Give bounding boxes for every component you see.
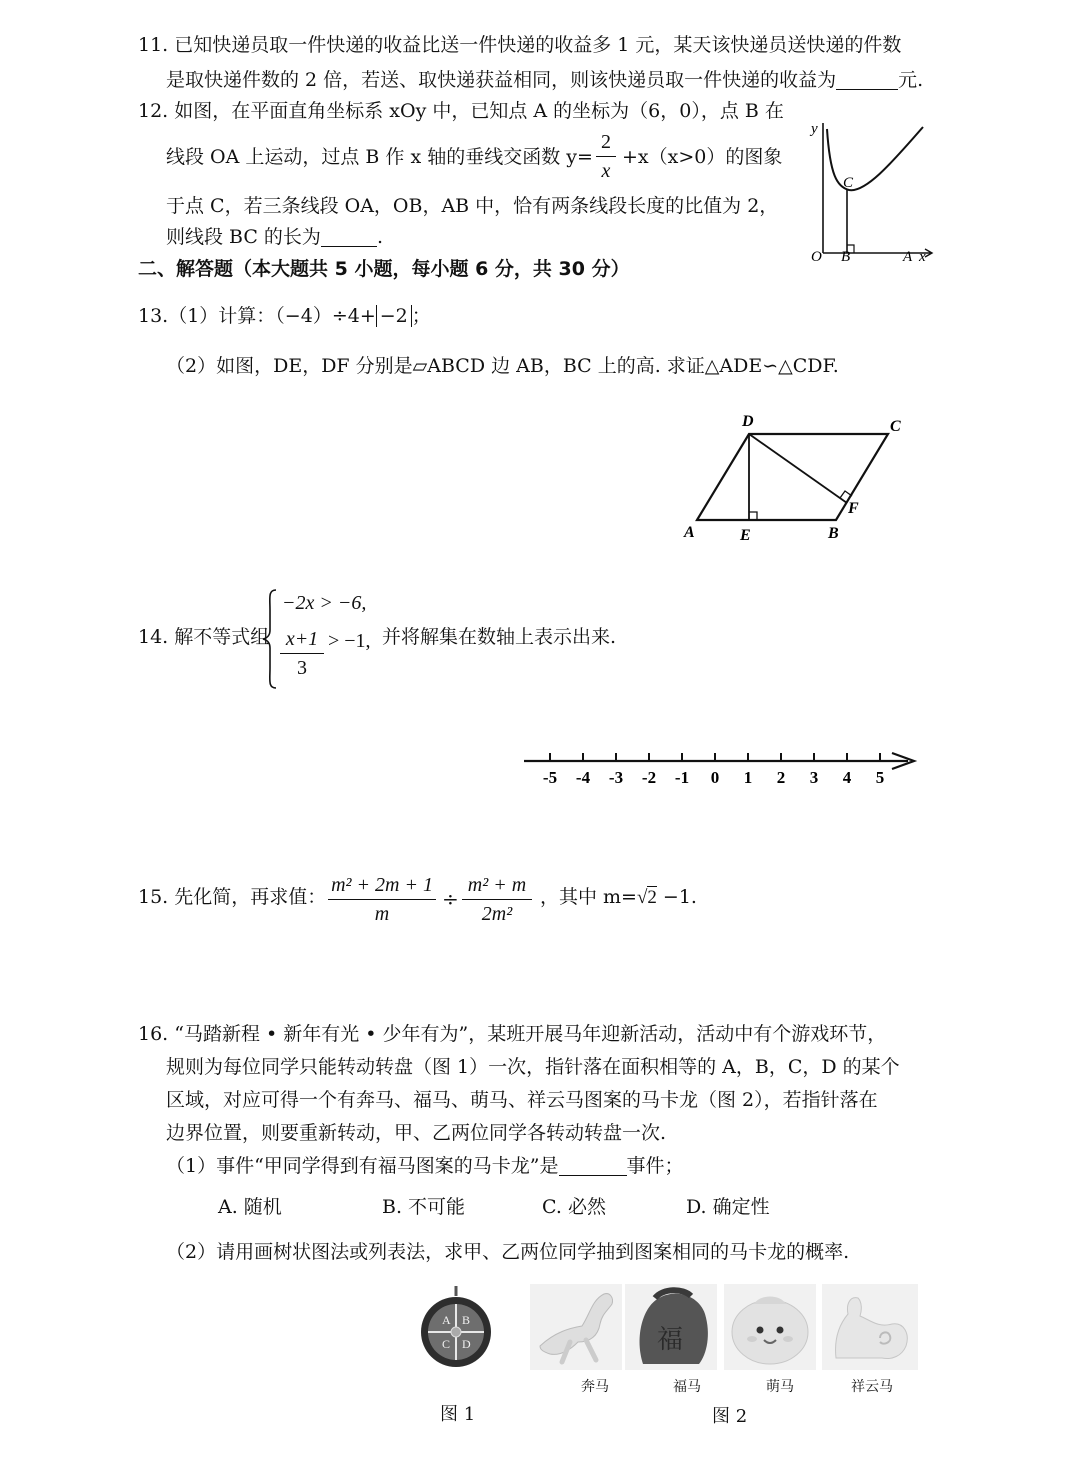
number-line-label: 4 <box>842 768 852 787</box>
caption-cloud-horse: 祥云马 <box>851 1379 893 1395</box>
option-c[interactable]: C. 必然 <box>542 1196 606 1218</box>
q12-answer-blank[interactable] <box>321 230 377 247</box>
number-line-label: 1 <box>743 768 753 787</box>
fu-character: 福 <box>657 1325 684 1354</box>
number-line-label: 0 <box>710 768 720 787</box>
q16-sub2: （2）请用画树状图法或列表法，求甲、乙两位同学抽到图案相同的马卡龙的概率. <box>166 1241 850 1263</box>
number-line-label: 3 <box>809 768 819 787</box>
parallelogram-abcd <box>697 434 888 520</box>
q12-line2b: +x（x>0）的图象 <box>622 146 783 168</box>
macaron-cute-horse <box>724 1284 816 1370</box>
label-d: D <box>742 413 754 430</box>
fraction-bar <box>596 156 616 157</box>
label-c: C <box>843 175 854 191</box>
caption-lucky-horse: 福马 <box>673 1379 701 1395</box>
q16-line4: 边界位置，则要重新转动，甲、乙两位同学各转动转盘一次. <box>166 1122 667 1144</box>
fraction-bar <box>280 653 324 654</box>
q14-frac-num: x+1 <box>285 628 319 650</box>
number-line-label: -1 <box>674 768 690 787</box>
number-line-label: -2 <box>641 768 657 787</box>
q15-num1: m² + 2m + 1 <box>331 874 433 896</box>
q15-tail-b: −1. <box>662 886 697 908</box>
q13-part1-end: ； <box>411 305 431 327</box>
q15-den1: m <box>374 903 390 925</box>
option-d[interactable]: D. 确定性 <box>686 1196 770 1218</box>
fraction-bar <box>462 899 532 900</box>
q15-fraction2 <box>462 873 532 926</box>
label-b: B <box>841 249 851 265</box>
q12-fraction <box>596 130 616 183</box>
q16-line3: 区域，对应可得一个有奔马、福马、萌马、祥云马图案的马卡龙（图 2），若指针落在 <box>166 1089 878 1111</box>
macaron-lucky-horse <box>625 1284 717 1370</box>
q16-sub1 <box>166 1157 684 1176</box>
q12-graph <box>805 115 935 265</box>
q16-sub1-end: 事件； <box>626 1155 684 1177</box>
q13-part2: （2）如图，DE，DF 分别是▱ABCD 边 AB，BC 上的高. 求证△ADE∽△CDF. <box>166 355 839 377</box>
sqrt-icon: √ <box>636 887 648 908</box>
number-line-label: 2 <box>776 768 786 787</box>
label-o: O <box>811 249 822 265</box>
q14-label: 14. 解不等式组 <box>138 626 270 648</box>
number-line-label: 5 <box>875 768 885 787</box>
q15-tail <box>540 888 697 907</box>
label-c: C <box>890 418 901 435</box>
segment-df <box>749 434 847 503</box>
q15-fraction1 <box>328 873 436 926</box>
q16-sub1-text: （1）事件“甲同学得到有福马图案的马卡龙”是 <box>166 1155 559 1177</box>
parallelogram-figure <box>680 410 910 550</box>
number-line-label: -4 <box>575 768 591 787</box>
sqrt-radicand: 2 <box>647 887 657 908</box>
abs-value: −2 <box>376 305 412 327</box>
q13-part1 <box>138 307 431 326</box>
number-line-label: -3 <box>608 768 624 787</box>
figure2-caption: 图 2 <box>712 1406 748 1427</box>
q14-ineq2: > −1, <box>328 630 371 652</box>
q16-line2: 规则为每位同学只能转动转盘（图 1）一次，指针落在面积相等的 A，B，C，D 的某个 <box>166 1056 900 1078</box>
section-heading: 二、解答题（本大题共 5 小题，每小题 6 分，共 30 分） <box>138 258 630 280</box>
q14-frac-den: 3 <box>297 657 307 679</box>
label-f: F <box>848 500 859 517</box>
label-e: E <box>740 527 751 544</box>
macaron-cloud-horse <box>822 1284 918 1370</box>
q16-answer-blank[interactable] <box>559 1159 627 1176</box>
q11-answer-blank[interactable] <box>836 73 898 90</box>
number-line-label: -5 <box>542 768 558 787</box>
option-a[interactable]: A. 随机 <box>218 1196 282 1218</box>
q12-frac-num: 2 <box>601 131 611 153</box>
label-b: B <box>828 525 839 542</box>
caption-cute-horse: 萌马 <box>766 1379 794 1395</box>
q15-tail-a: ，其中 m= <box>540 886 637 908</box>
label-a: A <box>684 524 695 541</box>
spinner-sector-d: D <box>462 1337 471 1351</box>
function-curve <box>827 127 923 190</box>
q12-line4-end: . <box>376 226 383 248</box>
q15-den2: 2m² <box>481 903 513 925</box>
spinner-sector-b: B <box>462 1313 471 1327</box>
q14-ineq1: −2x > −6, <box>282 592 367 614</box>
q12-frac-den: x <box>601 160 611 182</box>
q11-line2 <box>166 71 923 90</box>
option-b[interactable]: B. 不可能 <box>382 1196 466 1218</box>
q12-line1: 12. 如图，在平面直角坐标系 xOy 中，已知点 A 的坐标为（6，0），点 B 在 <box>138 100 784 122</box>
q14-tail: 并将解集在数轴上表示出来. <box>382 626 617 648</box>
right-angle-e <box>749 512 757 520</box>
label-y: y <box>811 121 818 137</box>
q11-unit: 元. <box>898 69 924 91</box>
q16-line1: 16. “马踏新程 • 新年有光 • 少年有为”，某班开展马年迎新活动，活动中有个游戏环节， <box>138 1023 887 1045</box>
q12-line4 <box>166 228 383 247</box>
q12-line4-text: 则线段 BC 的长为 <box>166 226 321 248</box>
figure1-caption: 图 1 <box>440 1404 476 1425</box>
spinner-sector-c: C <box>442 1337 451 1351</box>
q15-label: 15. 先化简，再求值： <box>138 886 327 908</box>
q12-line2a: 线段 OA 上运动，过点 B 作 x 轴的垂线交函数 y= <box>166 146 593 168</box>
q12-line3: 于点 C，若三条线段 OA，OB，AB 中，恰有两条线段长度的比值为 2， <box>166 195 779 217</box>
fraction-bar <box>328 899 436 900</box>
q15-num2: m² + m <box>467 874 527 896</box>
spinner-sector-a: A <box>442 1313 451 1327</box>
q15-div: ÷ <box>442 887 459 911</box>
label-a: A <box>903 249 913 265</box>
q13-part1-text: 13.（1）计算：（−4）÷4+ <box>138 305 376 327</box>
q14-fraction <box>280 627 324 680</box>
caption-running-horse: 奔马 <box>581 1379 609 1395</box>
number-line[interactable] <box>520 745 920 795</box>
macaron-running-horse <box>530 1284 622 1370</box>
q11-line2-text: 是取快递件数的 2 倍，若送、取快递获益相同，则该快递员取一件快递的收益为 <box>166 69 837 91</box>
spinner-figure <box>418 1284 494 1374</box>
q11-line1: 11. 已知快递员取一件快递的收益比送一件快递的收益多 1 元，某天该快递员送快递的件数 <box>138 34 902 56</box>
label-x: x <box>919 249 926 265</box>
system-brace <box>262 588 278 690</box>
